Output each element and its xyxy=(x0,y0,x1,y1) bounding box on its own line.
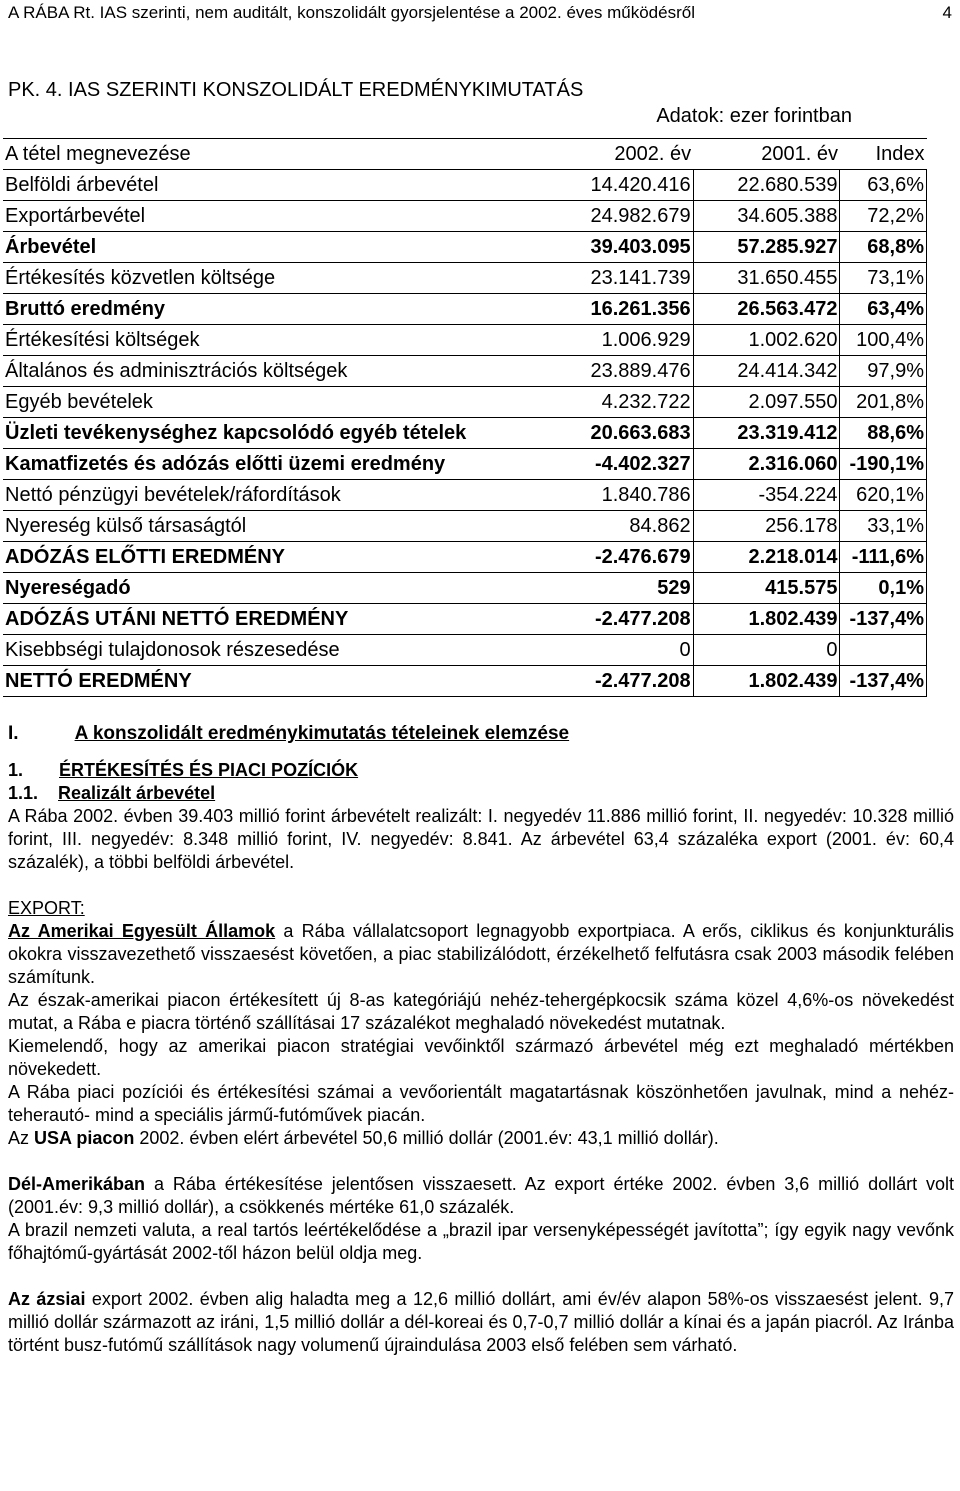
south-america-lead: Dél-Amerikában xyxy=(8,1174,146,1194)
table-row xyxy=(3,232,927,263)
sub-subsection-heading xyxy=(8,782,954,805)
paragraph-revenue: A Rába 2002. évben 39.403 millió forint árbevételt realizált: I. negyedév 11.886 millió forint, II. negyedév: 10.328 millió forint, III. negyedév: 8.348 millió forint, IV. negyedév: 8.841. Az árbevétel 63,4 százaléka export (2001. év: 60,4 százalék), a többi belföldi árbevétel. xyxy=(8,806,954,872)
value-2001: 1.802.439 xyxy=(693,604,840,635)
value-2001: -354.224 xyxy=(693,480,840,511)
export-heading: EXPORT: xyxy=(8,898,85,918)
value-2002: 1.006.929 xyxy=(570,325,693,356)
paragraph-south-america xyxy=(8,1173,954,1219)
table-row xyxy=(3,511,927,542)
table-row xyxy=(3,635,927,666)
row-label: Kamatfizetés és adózás előtti üzemi eredmény xyxy=(3,449,570,480)
value-2001: 0 xyxy=(693,635,840,666)
value-2002: -2.477.208 xyxy=(570,666,693,697)
value-2002: 4.232.722 xyxy=(570,387,693,418)
income-statement-table xyxy=(3,138,927,697)
row-label: Bruttó eredmény xyxy=(3,294,570,325)
row-label: ADÓZÁS ELŐTTI EREDMÉNY xyxy=(3,542,570,573)
table-row xyxy=(3,666,927,697)
value-index: 100,4% xyxy=(840,325,927,356)
page-number: 4 xyxy=(942,3,952,22)
value-2002: -2.477.208 xyxy=(570,604,693,635)
table-row xyxy=(3,542,927,573)
paragraph-brazil: A brazil nemzeti valuta, a real tartós leértékelődése a „brazil ipar versenyképességét javította”; így egyik nagy vevőnk főhajtómű-gyártását 2002-től házon belül oldja meg. xyxy=(8,1220,954,1263)
value-index: 72,2% xyxy=(840,201,927,232)
table-row xyxy=(3,573,927,604)
table-row xyxy=(3,325,927,356)
value-2002: -4.402.327 xyxy=(570,449,693,480)
usa-market-b: USA piacon xyxy=(34,1128,135,1148)
value-2002: -2.476.679 xyxy=(570,542,693,573)
value-2001: 24.414.342 xyxy=(693,356,840,387)
table-row xyxy=(3,294,927,325)
row-label: Kisebbségi tulajdonosok részesedése xyxy=(3,635,570,666)
value-index: 73,1% xyxy=(840,263,927,294)
value-index: -137,4% xyxy=(840,666,927,697)
value-index: 33,1% xyxy=(840,511,927,542)
table-body xyxy=(3,170,927,697)
value-2001: 57.285.927 xyxy=(693,232,840,263)
row-label: Értékesítési költségek xyxy=(3,325,570,356)
value-2002: 24.982.679 xyxy=(570,201,693,232)
value-2002: 16.261.356 xyxy=(570,294,693,325)
value-2001: 256.178 xyxy=(693,511,840,542)
row-label: Nettó pénzügyi bevételek/ráfordítások xyxy=(3,480,570,511)
paragraph-north-america: Az észak-amerikai piacon értékesített új 8-as kategóriájú nehéz-tehergépkocsik száma közel 4,6%-os növekedést mutat, a Rába e piacra történő szállításai 17 százalékot meghaladó növekedést mutatnak. xyxy=(8,990,954,1033)
section-title: A konszolidált eredménykimutatás tételeinek elemzése xyxy=(74,723,570,744)
col-header-2002: 2002. év xyxy=(570,139,693,170)
asia-rest: export 2002. évben alig haladta meg a 12,6 millió dollárt, ami év/év alapon 58%-os visszaesést jelent. 9,7 millió dollár származott az iráni, 1,5 millió dollár a dél-koreai és 0,7-0,7 millió dollár a kínai és a japán piacról. Az Iránba történt busz-futómű szállítások nagy volumenű újraindulása 2003 első felében sem várható. xyxy=(8,1289,954,1355)
value-2001: 2.097.550 xyxy=(693,387,840,418)
section-number: I. xyxy=(8,723,19,744)
paragraph-strategic: Kiemelendő, hogy az amerikai piacon stratégiai vevőinktől származó árbevétel még ezt meghaladó mértékben növekedett. xyxy=(8,1036,954,1079)
page-header xyxy=(8,2,952,24)
value-2001: 2.316.060 xyxy=(693,449,840,480)
value-index: 97,9% xyxy=(840,356,927,387)
table-row xyxy=(3,201,927,232)
usa-market-c: 2002. évben elért árbevétel 50,6 millió dollár (2001.év: 43,1 millió dollár). xyxy=(134,1128,719,1148)
row-label: ADÓZÁS UTÁNI NETTÓ EREDMÉNY xyxy=(3,604,570,635)
sub-subsection-number: 1.1. xyxy=(8,783,39,803)
value-2001: 1.002.620 xyxy=(693,325,840,356)
table-row xyxy=(3,170,927,201)
table-row xyxy=(3,480,927,511)
value-index: 0,1% xyxy=(840,573,927,604)
value-2001: 26.563.472 xyxy=(693,294,840,325)
value-index: 63,4% xyxy=(840,294,927,325)
row-label: Nyereség külső társaságtól xyxy=(3,511,570,542)
row-label: Exportárbevétel xyxy=(3,201,570,232)
value-index: -137,4% xyxy=(840,604,927,635)
value-2002: 39.403.095 xyxy=(570,232,693,263)
paragraph-position: A Rába piaci pozíciói és értékesítési számai a vevőorientált magatartásnak köszönhetően javulnak, mind a nehéz-teherautó- mind a speciális jármű-futóművek piacán. xyxy=(8,1082,954,1125)
value-2002: 84.862 xyxy=(570,511,693,542)
col-header-2001: 2001. év xyxy=(693,139,840,170)
report-title: PK. 4. IAS SZERINTI KONSZOLIDÁLT EREDMÉNYKIMUTATÁS xyxy=(8,79,584,101)
row-label: Nyereségadó xyxy=(3,573,570,604)
table-row xyxy=(3,263,927,294)
analysis-section xyxy=(8,722,954,1357)
value-index: -190,1% xyxy=(840,449,927,480)
value-2001: 23.319.412 xyxy=(693,418,840,449)
usa-lead: Az Amerikai Egyesült Államok xyxy=(8,921,276,941)
table-header-row xyxy=(3,139,927,170)
subsection-heading xyxy=(8,759,954,782)
row-label: Belföldi árbevétel xyxy=(3,170,570,201)
subsection-number: 1. xyxy=(8,760,24,780)
paragraph-asia xyxy=(8,1288,954,1357)
value-2001: 2.218.014 xyxy=(693,542,840,573)
value-index: 201,8% xyxy=(840,387,927,418)
value-2002: 14.420.416 xyxy=(570,170,693,201)
table-row xyxy=(3,418,927,449)
row-label: Üzleti tevékenységhez kapcsolódó egyéb tételek xyxy=(3,418,570,449)
value-index xyxy=(840,635,927,666)
value-2001: 22.680.539 xyxy=(693,170,840,201)
value-2002: 1.840.786 xyxy=(570,480,693,511)
value-2002: 23.141.739 xyxy=(570,263,693,294)
value-2002: 20.663.683 xyxy=(570,418,693,449)
value-2002: 529 xyxy=(570,573,693,604)
value-2001: 34.605.388 xyxy=(693,201,840,232)
table-row xyxy=(3,387,927,418)
usa-rest: a Rába vállalatcsoport legnagyobb exportpiaca. A erős, ciklikus és konjunkturális okokra visszavezethető visszaesést követően, a piac stabilizálódott, érzékelhető felfutásra csak 2003 második felében számítunk. xyxy=(8,921,954,987)
value-2001: 1.802.439 xyxy=(693,666,840,697)
subsection-title: ÉRTÉKESÍTÉS ÉS PIACI POZÍCIÓK xyxy=(59,760,359,780)
row-label: NETTÓ EREDMÉNY xyxy=(3,666,570,697)
value-index: -111,6% xyxy=(840,542,927,573)
value-index: 68,8% xyxy=(840,232,927,263)
value-2002: 0 xyxy=(570,635,693,666)
row-label: Értékesítés közvetlen költsége xyxy=(3,263,570,294)
value-2001: 415.575 xyxy=(693,573,840,604)
unit-note: Adatok: ezer forintban xyxy=(656,105,852,127)
section-heading xyxy=(8,722,954,745)
sub-subsection-title: Realizált árbevétel xyxy=(58,783,216,803)
row-label: Árbevétel xyxy=(3,232,570,263)
asia-lead: Az ázsiai xyxy=(8,1289,86,1309)
paragraph-usa xyxy=(8,920,954,989)
table-row xyxy=(3,449,927,480)
header-text: A RÁBA Rt. IAS szerinti, nem auditált, konszolidált gyorsjelentése a 2002. éves működésről xyxy=(8,3,695,22)
col-header-item: A tétel megnevezése xyxy=(3,139,570,170)
value-2002: 23.889.476 xyxy=(570,356,693,387)
table-row xyxy=(3,604,927,635)
value-index: 63,6% xyxy=(840,170,927,201)
table-row xyxy=(3,356,927,387)
usa-market-a: Az xyxy=(8,1128,35,1148)
value-2001: 31.650.455 xyxy=(693,263,840,294)
value-index: 620,1% xyxy=(840,480,927,511)
row-label: Általános és adminisztrációs költségek xyxy=(3,356,570,387)
value-index: 88,6% xyxy=(840,418,927,449)
row-label: Egyéb bevételek xyxy=(3,387,570,418)
south-america-rest: a Rába értékesítése jelentősen visszaesett. Az export értéke 2002. évben 3,6 millió dollárt volt (2001.év: 9,3 millió dollár), a csökkenés mértéke 61,0 százalék. xyxy=(8,1174,954,1217)
col-header-index: Index xyxy=(840,139,927,170)
paragraph-usa-market xyxy=(8,1127,954,1150)
